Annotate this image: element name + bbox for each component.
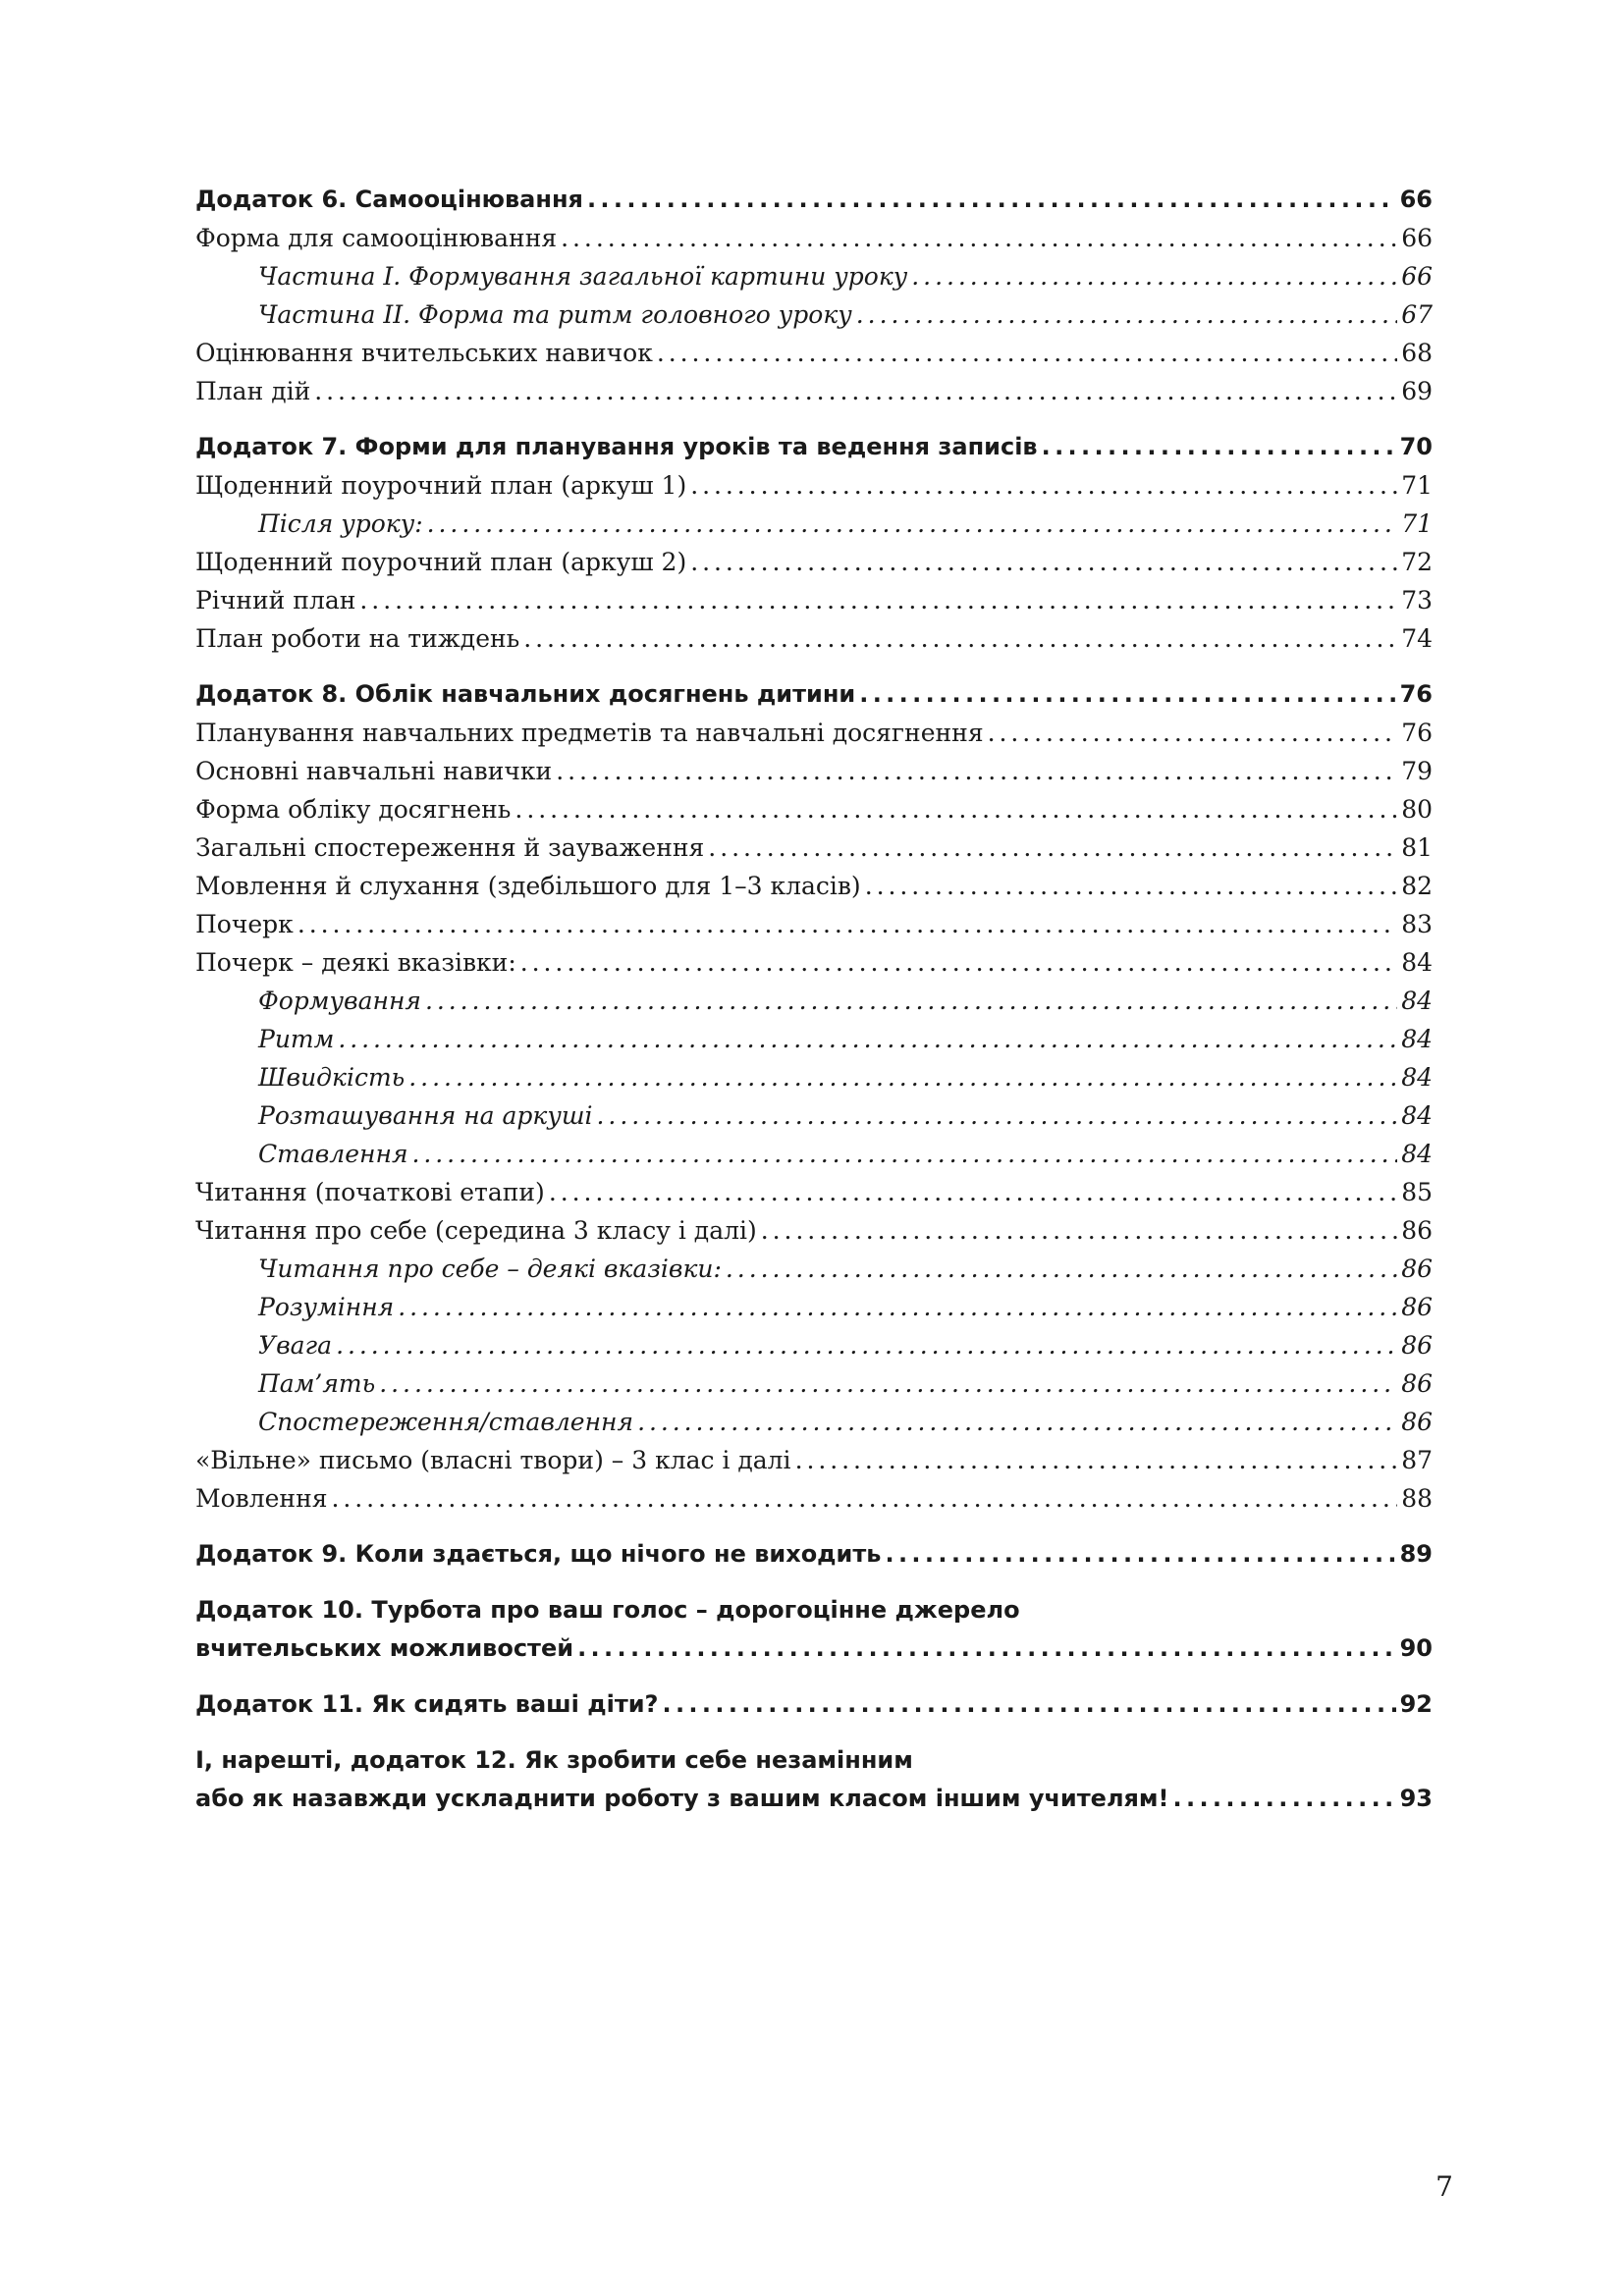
dot-leader bbox=[359, 581, 1397, 619]
toc-subentry[interactable] bbox=[195, 1326, 1433, 1364]
dot-leader bbox=[597, 1096, 1398, 1135]
toc-entry[interactable] bbox=[195, 466, 1433, 505]
toc-entry-title: Форма обліку досягнень bbox=[195, 790, 514, 828]
toc-entry-title: Мовлення bbox=[195, 1479, 332, 1518]
toc-page-number: 84 bbox=[1401, 1063, 1433, 1092]
toc-entry-title: Форма для самооцінювання bbox=[195, 219, 561, 257]
dot-leader bbox=[726, 1250, 1397, 1288]
toc-page-number: 93 bbox=[1399, 1785, 1433, 1812]
toc-heading-appendix-8[interactable] bbox=[195, 675, 1433, 714]
toc-subentry[interactable] bbox=[195, 1135, 1433, 1173]
dot-leader bbox=[911, 257, 1397, 295]
dot-leader bbox=[549, 1173, 1397, 1211]
toc-page-number: 87 bbox=[1401, 1446, 1433, 1474]
toc-entry-title: Оцінювання вчительських навичок bbox=[195, 334, 657, 372]
toc-entry-title: Швидкість bbox=[258, 1058, 408, 1096]
toc-page-number: 71 bbox=[1401, 509, 1433, 538]
toc-page-number: 71 bbox=[1401, 471, 1433, 500]
toc-entry[interactable] bbox=[195, 1173, 1433, 1211]
dot-leader bbox=[425, 982, 1397, 1020]
dot-leader bbox=[859, 675, 1395, 714]
toc-heading-appendix-11[interactable] bbox=[195, 1685, 1433, 1724]
toc-page-number: 89 bbox=[1399, 1540, 1433, 1568]
toc-entry[interactable] bbox=[195, 619, 1433, 658]
toc-entry[interactable] bbox=[195, 1441, 1433, 1479]
toc-page-number: 66 bbox=[1401, 262, 1433, 291]
toc-page-number: 79 bbox=[1401, 757, 1433, 785]
toc-entry-title: Спостереження/ставлення bbox=[258, 1403, 637, 1441]
table-of-contents bbox=[195, 181, 1433, 1818]
toc-page-number: 74 bbox=[1401, 624, 1433, 653]
toc-entry-title: План роботи на тиждень bbox=[195, 619, 523, 658]
toc-entry[interactable] bbox=[195, 790, 1433, 828]
toc-page-number: 68 bbox=[1401, 339, 1433, 367]
toc-heading-title: Додаток 9. Коли здається, що нічого не виходить bbox=[195, 1535, 885, 1574]
toc-entry[interactable] bbox=[195, 543, 1433, 581]
toc-heading-title: Додаток 11. Як сидять ваші діти? bbox=[195, 1685, 662, 1724]
toc-entry-title: Загальні спостереження й зауваження bbox=[195, 828, 708, 867]
dot-leader bbox=[587, 181, 1396, 219]
dot-leader bbox=[856, 295, 1397, 334]
toc-subentry[interactable] bbox=[195, 1403, 1433, 1441]
toc-page-number: 72 bbox=[1401, 548, 1433, 576]
dot-leader bbox=[885, 1535, 1395, 1574]
toc-subentry[interactable] bbox=[195, 1288, 1433, 1326]
toc-subentry[interactable] bbox=[195, 1096, 1433, 1135]
toc-entry[interactable] bbox=[195, 1479, 1433, 1518]
toc-entry[interactable] bbox=[195, 828, 1433, 867]
dot-leader bbox=[398, 1288, 1397, 1326]
toc-entry[interactable] bbox=[195, 867, 1433, 905]
dot-leader bbox=[865, 867, 1398, 905]
toc-entry-title: Частина ІІ. Форма та ритм головного уроку bbox=[258, 295, 856, 334]
dot-leader bbox=[795, 1441, 1398, 1479]
toc-entry[interactable] bbox=[195, 714, 1433, 752]
dot-leader bbox=[637, 1403, 1397, 1441]
toc-heading-appendix-9[interactable] bbox=[195, 1535, 1433, 1574]
toc-heading-appendix-12-line-2[interactable] bbox=[195, 1780, 1433, 1818]
toc-heading-title: Додаток 10. Турбота про ваш голос – дорогоцінне джерело bbox=[195, 1591, 1024, 1629]
toc-page-number: 86 bbox=[1401, 1331, 1433, 1360]
toc-page-number: 83 bbox=[1401, 910, 1433, 938]
dot-leader bbox=[1042, 428, 1396, 466]
dot-leader bbox=[523, 619, 1397, 658]
dot-leader bbox=[761, 1211, 1397, 1250]
dot-leader bbox=[988, 714, 1398, 752]
toc-subentry[interactable] bbox=[195, 1058, 1433, 1096]
dot-leader bbox=[1173, 1780, 1396, 1818]
toc-entry-title: Щоденний поурочний план (аркуш 1) bbox=[195, 466, 690, 505]
toc-entry[interactable] bbox=[195, 752, 1433, 790]
toc-heading-title: Додаток 8. Облік навчальних досягнень дитини bbox=[195, 675, 859, 714]
toc-entry-title: Розуміння bbox=[258, 1288, 398, 1326]
toc-entry-title: Щоденний поурочний план (аркуш 2) bbox=[195, 543, 690, 581]
dot-leader bbox=[379, 1364, 1397, 1403]
dot-leader bbox=[336, 1326, 1397, 1364]
toc-heading-title: вчительських можливостей bbox=[195, 1629, 577, 1668]
toc-entry[interactable] bbox=[195, 581, 1433, 619]
dot-leader bbox=[657, 334, 1397, 372]
toc-page-number: 86 bbox=[1401, 1408, 1433, 1436]
toc-subentry[interactable] bbox=[195, 1364, 1433, 1403]
toc-entry-title: Пам’ять bbox=[258, 1364, 379, 1403]
toc-entry-title: Почерк bbox=[195, 905, 298, 943]
toc-entry-title: Мовлення й слухання (здебільшого для 1–3 класів) bbox=[195, 867, 865, 905]
dot-leader bbox=[690, 543, 1397, 581]
dot-leader bbox=[298, 905, 1397, 943]
toc-heading-appendix-7[interactable] bbox=[195, 428, 1433, 466]
toc-subentry[interactable] bbox=[195, 1250, 1433, 1288]
toc-entry[interactable] bbox=[195, 219, 1433, 257]
toc-page-number: 85 bbox=[1401, 1178, 1433, 1206]
toc-subentry[interactable] bbox=[195, 257, 1433, 295]
toc-entry[interactable] bbox=[195, 372, 1433, 410]
toc-entry-title: Планування навчальних предметів та навчальні досягнення bbox=[195, 714, 988, 752]
toc-heading-appendix-10-line-2[interactable] bbox=[195, 1629, 1433, 1668]
dot-leader bbox=[561, 219, 1397, 257]
toc-entry-title: Ритм bbox=[258, 1020, 338, 1058]
toc-heading-title: Додаток 6. Самооцінювання bbox=[195, 181, 587, 219]
toc-page-number: 86 bbox=[1401, 1216, 1433, 1245]
dot-leader bbox=[556, 752, 1397, 790]
toc-entry[interactable] bbox=[195, 334, 1433, 372]
dot-leader bbox=[338, 1020, 1397, 1058]
toc-entry-title: Читання (початкові етапи) bbox=[195, 1173, 549, 1211]
dot-leader bbox=[332, 1479, 1398, 1518]
toc-page-number: 82 bbox=[1401, 872, 1433, 900]
toc-heading-appendix-12-line-1[interactable] bbox=[195, 1741, 1433, 1780]
toc-page-number: 81 bbox=[1401, 833, 1433, 862]
dot-leader bbox=[412, 1135, 1398, 1173]
toc-heading-appendix-6[interactable] bbox=[195, 181, 1433, 219]
toc-entry-title: Частина І. Формування загальної картини уроку bbox=[258, 257, 911, 295]
toc-page-number: 88 bbox=[1401, 1484, 1433, 1513]
toc-heading-title: Додаток 7. Форми для планування уроків та ведення записів bbox=[195, 428, 1042, 466]
toc-entry-title: Читання про себе (середина 3 класу і далі) bbox=[195, 1211, 761, 1250]
dot-leader bbox=[408, 1058, 1397, 1096]
toc-page-number: 66 bbox=[1399, 186, 1433, 213]
dot-leader bbox=[514, 790, 1397, 828]
toc-page-number: 67 bbox=[1401, 300, 1433, 329]
toc-subentry[interactable] bbox=[195, 1020, 1433, 1058]
toc-page-number: 76 bbox=[1399, 680, 1433, 708]
toc-page-number: 66 bbox=[1401, 224, 1433, 252]
toc-entry[interactable] bbox=[195, 943, 1433, 982]
dot-leader bbox=[520, 943, 1397, 982]
toc-entry-title: Розташування на аркуші bbox=[258, 1096, 597, 1135]
toc-entry-title: План дій bbox=[195, 372, 314, 410]
dot-leader bbox=[690, 466, 1397, 505]
toc-subentry[interactable] bbox=[195, 982, 1433, 1020]
toc-page-number: 73 bbox=[1401, 586, 1433, 614]
toc-heading-appendix-10-line-1[interactable] bbox=[195, 1591, 1433, 1629]
toc-heading-title: або як назавжди ускладнити роботу з вашим класом іншим учителям! bbox=[195, 1780, 1173, 1818]
toc-page-number: 84 bbox=[1401, 1025, 1433, 1053]
toc-entry[interactable] bbox=[195, 1211, 1433, 1250]
toc-page-number: 90 bbox=[1399, 1634, 1433, 1662]
toc-page-number: 80 bbox=[1401, 795, 1433, 824]
toc-page-number: 69 bbox=[1401, 377, 1433, 405]
toc-page-number: 92 bbox=[1399, 1690, 1433, 1718]
toc-page-number: 84 bbox=[1401, 987, 1433, 1015]
toc-subentry[interactable] bbox=[195, 505, 1433, 543]
toc-entry-title: Ставлення bbox=[258, 1135, 412, 1173]
toc-page-number: 84 bbox=[1401, 1140, 1433, 1168]
dot-leader bbox=[708, 828, 1397, 867]
toc-entry-title: Основні навчальні навички bbox=[195, 752, 556, 790]
toc-entry-title: Річний план bbox=[195, 581, 359, 619]
toc-subentry[interactable] bbox=[195, 295, 1433, 334]
toc-entry-title: Після уроку: bbox=[258, 505, 427, 543]
toc-heading-title: І, нарешті, додаток 12. Як зробити себе незамінним bbox=[195, 1741, 917, 1780]
dot-leader bbox=[577, 1629, 1396, 1668]
toc-entry[interactable] bbox=[195, 905, 1433, 943]
toc-entry-title: Увага bbox=[258, 1326, 336, 1364]
toc-page-number: 84 bbox=[1401, 1101, 1433, 1130]
page-number: 7 bbox=[1435, 2170, 1453, 2203]
toc-page-number: 86 bbox=[1401, 1369, 1433, 1398]
toc-page-number: 84 bbox=[1401, 948, 1433, 977]
toc-page-number: 86 bbox=[1401, 1255, 1433, 1283]
toc-page-number: 70 bbox=[1399, 433, 1433, 460]
toc-page-number: 76 bbox=[1401, 719, 1433, 747]
dot-leader bbox=[314, 372, 1397, 410]
toc-page-number: 86 bbox=[1401, 1293, 1433, 1321]
dot-leader bbox=[662, 1685, 1395, 1724]
toc-entry-title: Почерк – деякі вказівки: bbox=[195, 943, 520, 982]
dot-leader bbox=[427, 505, 1398, 543]
toc-entry-title: Формування bbox=[258, 982, 425, 1020]
toc-entry-title: Читання про себе – деякі вказівки: bbox=[258, 1250, 726, 1288]
toc-entry-title: «Вільне» письмо (власні твори) – 3 клас і далі bbox=[195, 1441, 795, 1479]
